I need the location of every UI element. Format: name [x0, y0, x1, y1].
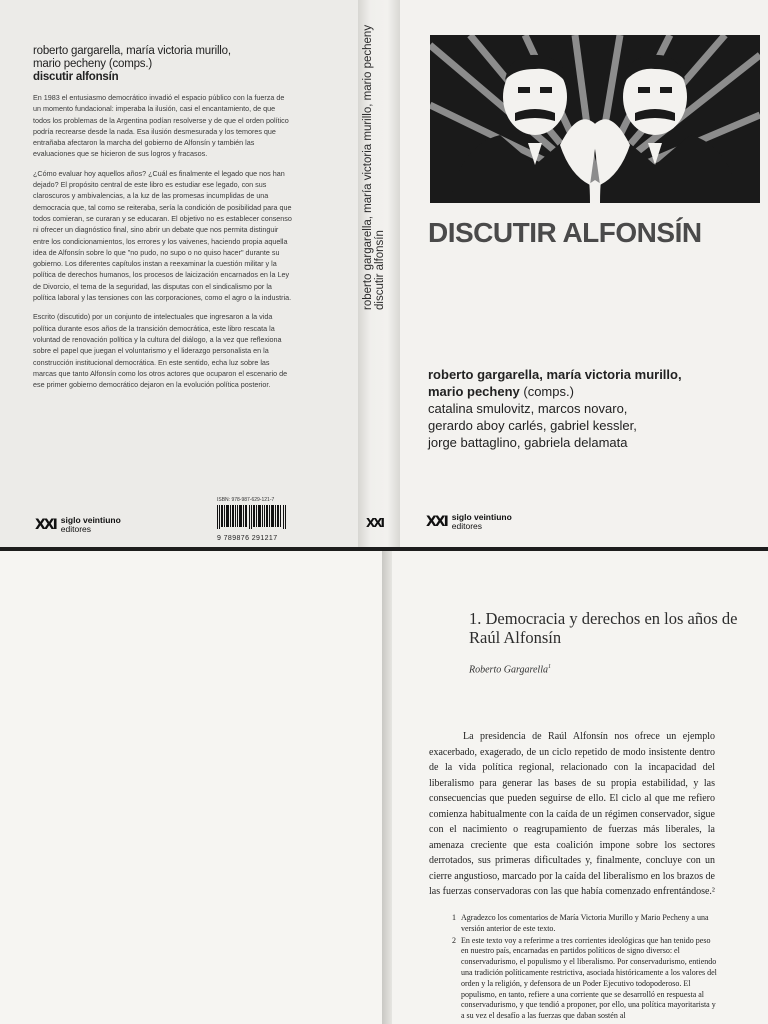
front-publisher-mark-icon: XXI [426, 514, 447, 530]
front-cover-publisher-logo [426, 513, 512, 531]
cover-editors-comps: (comps.) [519, 384, 574, 399]
cover-editors-line1: roberto gargarella, maría victoria murillo, [428, 367, 682, 382]
blurb-paragraph-3: Escrito (discutido) por un conjunto de intelectuales que ingresaron a la vida política durante esos años de la transición democrática, este libro rescata la voluntad de renovación política y la cultura del diálogo, a la vez que reflexiona sobre el papel que juegan el voluntarismo y el liderazgo personalista en la construcción institucional democrática. En este sentido, echa luz sobre las marcas que tanto Alfonsín como los otros actores que ocuparon el escenario de ese primer gobierno democrático dejaron en la evolución política posterior. [33, 312, 288, 390]
footnote-text: En este texto voy a referirme a tres corrientes ideológicas que han tenido peso en nuestro país, encarnadas en partidos políticos de signo diverso: el conservadurismo, el populismo y el liberalismo. Por conservadurismo, entiendo una tradición políticamente restrictiva, asociada históricamente a los valores del orden y la religión, y defensora de un Poder Ejecutivo todopoderoso. El populismo, en tanto, refiere a una corriente que se desarrolló en respuesta al conservadurismo, y que tendió a proponer, por ello, una política mayoritarista y a su vez el desafío a las fuerzas que daban sostén al [461, 935, 717, 1021]
footnote-text: Agradezco los comentarios de María Victoria Murillo y Mario Pecheny a una versión anterior de este texto. [461, 913, 709, 933]
front-publisher-name-block [452, 513, 512, 531]
chapter-author [469, 664, 551, 675]
cover-authors [428, 366, 758, 451]
cover-contributors-line2: gerardo aboy carlés, gabriel kessler, [428, 418, 637, 433]
chapter-author-name: Roberto Gargarella [469, 664, 548, 676]
isbn-label: ISBN: 978-987-629-121-7 [217, 497, 275, 503]
chapter-title: 1. Democracia y derechos en los años de Raúl Alfonsín [469, 609, 738, 647]
front-publisher-sub: editores [451, 521, 483, 531]
publisher-mark-icon: XXI [35, 517, 56, 533]
cover-editors-line2: mario pecheny [428, 384, 520, 399]
blurb-paragraph-1: En 1983 el entusiasmo democrático invadió el espacio público con la fuerza de un momento fundacional: imperaba la ilusión, casi el encantamiento, de que todos los problemas de la Argentina podían resolverse y de que el orden político podría recrearse desde la nada. Esa ilusión desmesurada y los temores que entrañaba afectaron la marcha del gobierno de Alfonsín y también las evaluaciones que se hicieron de sus logros y fracasos. [33, 93, 289, 159]
publisher-name: siglo veintiuno [60, 515, 121, 525]
publisher-name-block [61, 516, 121, 534]
chapter-page [392, 551, 768, 1024]
footnotes [452, 913, 718, 1023]
footnote-number: 1 [452, 913, 456, 922]
blank-left-page [0, 551, 382, 1024]
back-cover [0, 0, 358, 547]
barcode-icon [217, 505, 287, 529]
page-gutter [382, 551, 392, 1024]
chapter-author-note: 1 [547, 664, 551, 670]
spine-publisher-mark-icon: XXI [366, 516, 383, 530]
chapter-body: La presidencia de Raúl Alfonsín nos ofrece un ejemplo exacerbado, exagerado, de un ciclo repetido de modo insistente dentro de la vida política regional, relacionado con la incapacidad del liberalismo para generar las bases de su propia estabilidad, y las consecuencias que pueden seguirse de ello. El ciclo al que me refiero comienza habitualmente con la caída de un régimen conservador, sigue con el nacimiento o reagrupamiento de fuerzas más liberales, la amenaza creciente que esta coalición impone sobre los sectores derrotados, sus primeras dificultades y, finalmente, concluye con un cierre angustioso, marcado por la caída del liberalismo en los brazos de las fuerzas conservadoras con las que había comenzado enfrentándose.² [429, 731, 715, 897]
spine-text [362, 10, 386, 310]
back-cover-title: discutir alfonsín [33, 71, 119, 83]
back-cover-authors [33, 45, 333, 84]
isbn-digits: 9 789876 291217 [217, 535, 278, 542]
book-spine [358, 0, 400, 547]
back-cover-publisher-logo [35, 516, 121, 534]
cover-title: DISCUTIR ALFONSÍN [428, 217, 702, 248]
cover-illustration [430, 35, 760, 203]
publisher-sub: editores [60, 524, 92, 534]
back-cover-authors-line1: roberto gargarella, maría victoria murillo, [33, 45, 231, 57]
isbn-block [217, 497, 289, 542]
front-publisher-name: siglo veintiuno [451, 512, 512, 522]
cover-contributors-line1: catalina smulovitz, marcos novaro, [428, 401, 628, 416]
footnote [452, 936, 718, 1022]
front-cover [400, 0, 768, 547]
footnote [452, 913, 718, 935]
back-cover-blurb [33, 92, 293, 398]
spine-authors: roberto gargarella, maría victoria murillo, mario pecheny [362, 24, 374, 310]
back-cover-authors-line2: mario pecheny (comps.) [33, 58, 152, 70]
blurb-paragraph-2: ¿Cómo evaluar hoy aquellos años? ¿Cuál es finalmente el legado que nos han dejado? El propósito central de este libro es estudiar ese legado, con sus claroscuros y ambivalencias, a la luz de las promesas incumplidas de una democracia que, tal como se reiteraba, sería la condición de posibilidad para que todos comieran, se curaran y se educaran. El objetivo no es establecer consenso ni ofrecer un diagnóstico final, sino abrir un debate que nos permita distinguir entre los condicionamientos, los errores y los vaivenes, haciendo propia aquella idea de Alfonsín sobre lo que "no pudo, no supo o no quiso hacer" durante su gobierno. Los diferentes capítulos instan a reexaminar la cuestión militar y la política de derechos humanos, los procesos de laicización encarnados en la Ley de Divorcio, el tema de la seguridad, las disputas con el sindicalismo por la política laboral y las tensiones con las corporaciones, como el agro o la industria. [33, 168, 292, 303]
spine-title: discutir alfonsín [374, 230, 386, 310]
cover-contributors-line3: jorge battaglino, gabriela delamata [428, 435, 628, 450]
footnote-number: 2 [452, 935, 456, 945]
